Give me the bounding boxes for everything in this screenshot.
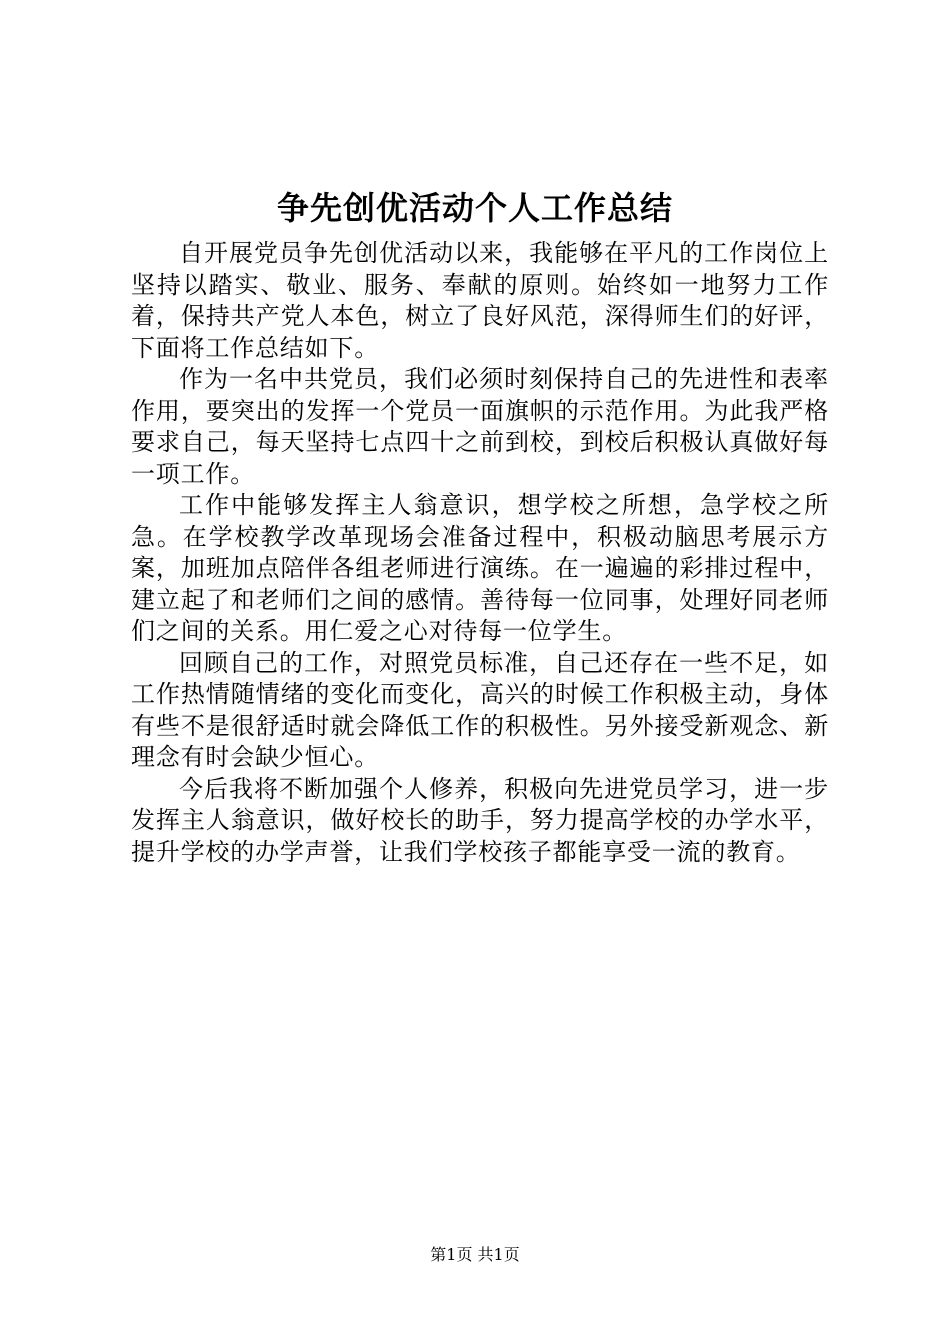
document-body <box>131 238 829 868</box>
paragraph-3: 工作中能够发挥主人翁意识，想学校之所想，急学校之所急。在学校教学改革现场会准备过程中，积极动脑思考展示方案，加班加点陪伴各组老师进行演练。在一遍遍的彩排过程中，建立起了和老师们之间的感情。善待每一位同事，处理好同老师们之间的关系。用仁爱之心对待每一位学生。 <box>131 491 829 645</box>
document-title: 争先创优活动个人工作总结 <box>276 189 673 227</box>
page-footer: 第1页 共1页 <box>430 1245 520 1264</box>
paragraph-4: 回顾自己的工作，对照党员标准，自己还存在一些不足，如工作热情随情绪的变化而变化，高兴的时候工作积极主动，身体有些不是很舒适时就会降低工作的积极性。另外接受新观念、新理念有时会缺少恒心。 <box>131 648 829 771</box>
paragraph-1: 自开展党员争先创优活动以来，我能够在平凡的工作岗位上坚持以踏实、敬业、服务、奉献的原则。始终如一地努力工作着，保持共产党人本色，树立了良好风范，深得师生们的好评，下面将工作总结如下。 <box>131 239 829 362</box>
paragraph-2: 作为一名中共党员，我们必须时刻保持自己的先进性和表率作用，要突出的发挥一个党员一面旗帜的示范作用。为此我严格要求自己，每天坚持七点四十之前到校，到校后积极认真做好每一项工作。 <box>131 365 829 488</box>
paragraph-5: 今后我将不断加强个人修养，积极向先进党员学习，进一步发挥主人翁意识，做好校长的助手，努力提高学校的办学水平，提升学校的办学声誉，让我们学校孩子都能享受一流的教育。 <box>131 774 829 866</box>
